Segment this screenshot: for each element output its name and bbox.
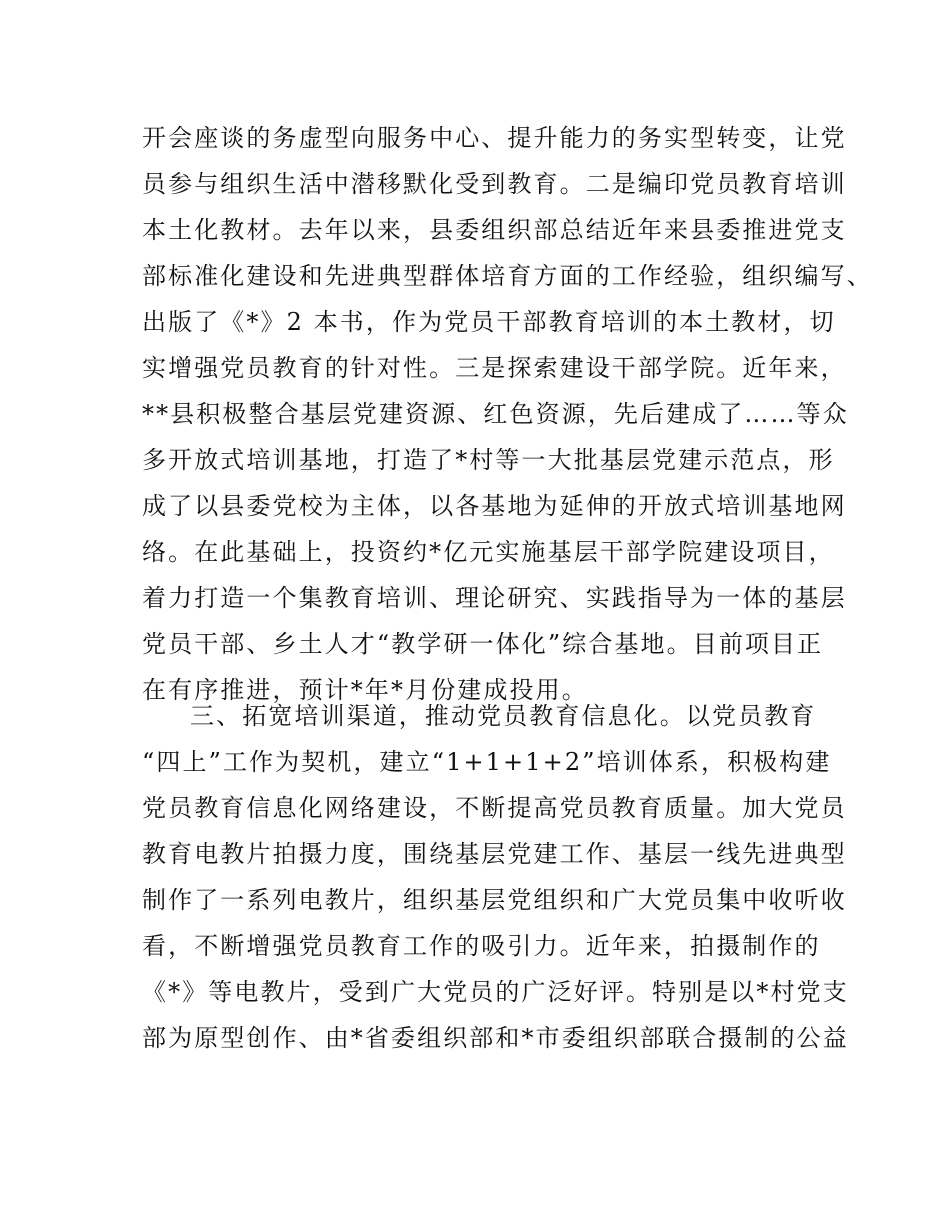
text-line: 《*》等电教片，受到广大党员的广泛好评。特别是以*村党支 [142,978,849,1006]
text-line: 部标准化建设和先进典型群体培育方面的工作经验，组织编写、 [142,262,873,290]
text-line: 党员干部、乡土人才“教学研一体化”综合基地。目前项目正 [142,630,824,658]
text-line: 络。在此基础上，投资约*亿元实施基层干部学院建设项目， [142,538,835,566]
text-line: 多开放式培训基地，打造了*村等一大批基层党建示范点，形 [142,446,835,474]
text-line: 着力打造一个集教育培训、理论研究、实践指导为一体的基层 [142,584,847,612]
text-line: 党员教育信息化网络建设，不断提高党员教育质量。加大党员 [142,794,847,822]
text-line: 看，不断增强党员教育工作的吸引力。近年来，拍摄制作的 [142,932,821,960]
paragraph-1 [142,115,873,713]
text-line: 实增强党员教育的针对性。三是探索建设干部学院。近年来， [142,354,847,382]
text-line: **县积极整合基层党建资源、红色资源，先后建成了……等众 [142,400,849,428]
text-line: 教育电教片拍摄力度，围绕基层党建工作、基层一线先进典型 [142,840,847,868]
paragraph-2 [142,693,849,1061]
text-line: 开会座谈的务虚型向服务中心、提升能力的务实型转变，让党 [142,124,847,152]
section-heading-line: 三、拓宽培训渠道，推动党员教育信息化。以党员教育 [190,702,817,730]
text-line: 出版了《*》2 本书，作为党员干部教育培训的本土教材，切 [142,308,836,336]
text-line: 在有序推进，预计*年*月份建成投用。 [142,676,588,704]
text-line: 部为原型创作、由*省委组织部和*市委组织部联合摄制的公益 [142,1024,849,1052]
text-line: 成了以县委党校为主体，以各基地为延伸的开放式培训基地网 [142,492,847,520]
text-line: “四上”工作为契机，建立“1+1+1+2”培训体系，积极构建 [142,748,832,776]
text-line: 本土化教材。去年以来，县委组织部总结近年来县委推进党支 [142,216,847,244]
text-line: 员参与组织生活中潜移默化受到教育。二是编印党员教育培训 [142,170,847,198]
text-line: 制作了一系列电教片，组织基层党组织和广大党员集中收听收 [142,886,847,914]
